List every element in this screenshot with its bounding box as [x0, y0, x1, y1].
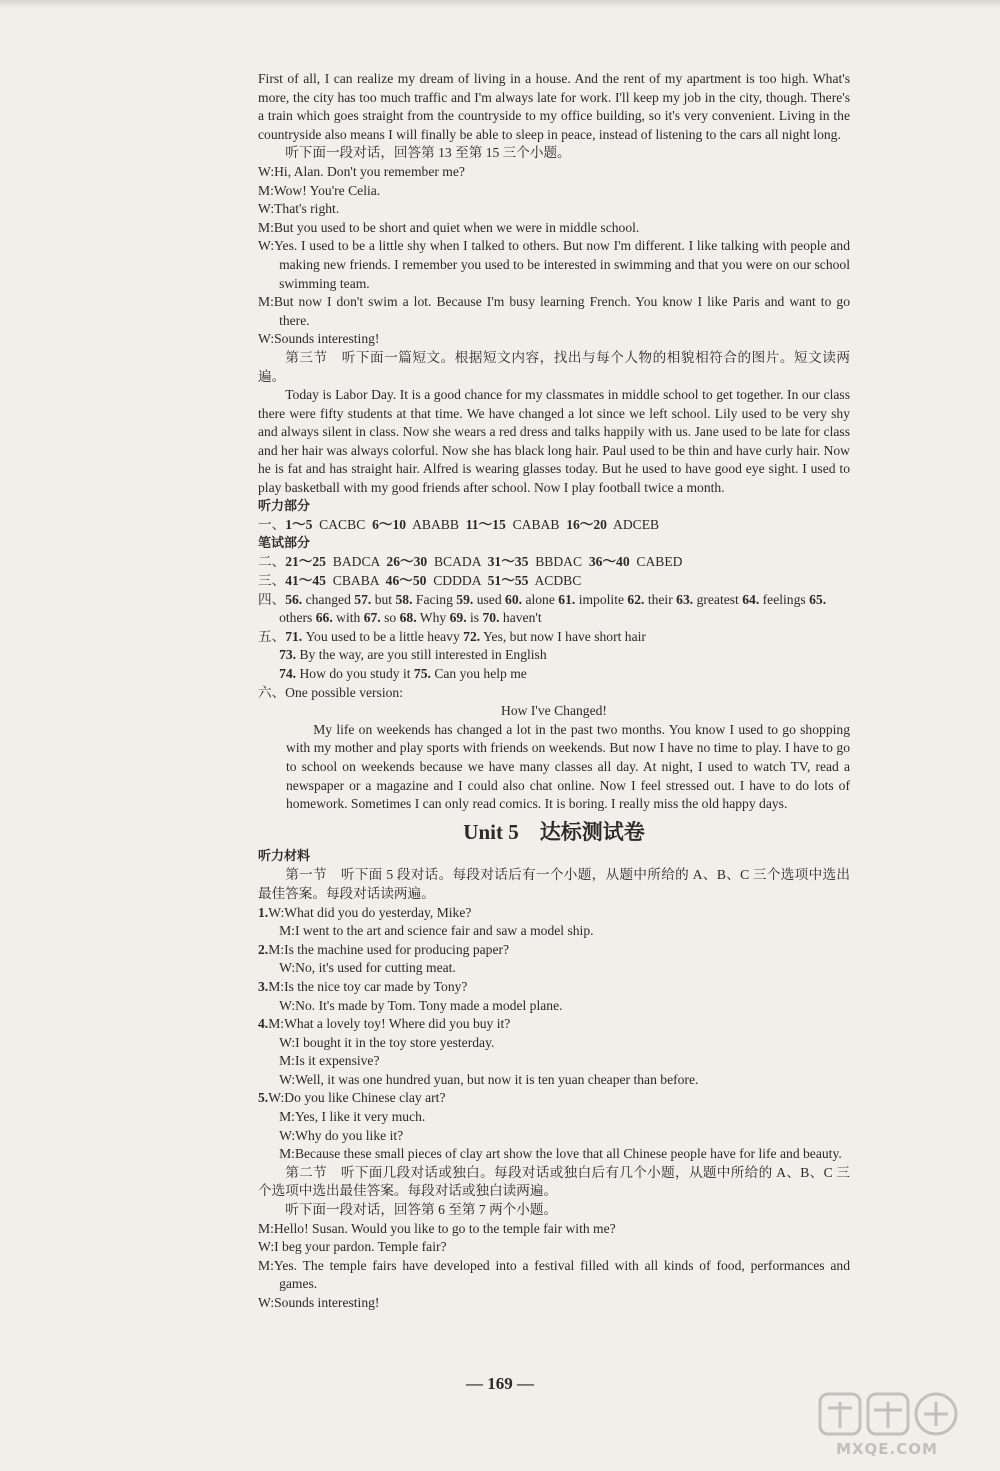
- dialog-line: M:Yes, I like it very much.: [279, 1109, 426, 1125]
- dialog-line: M:But now I don't swim a lot. Because I'm busy learning French. You know I like Paris and want to go there.: [258, 294, 850, 328]
- answers-four: 四、56. changed 57. but 58. Facing 59. used 60. alone 61. impolite 62. their 63. greatest 64. feelings 65. others 66. with 67. so 68. Why 69. is 70. haven't: [258, 591, 827, 626]
- passage-text: First of all, I can realize my dream of living in a house. And the rent of my apartment is too high. What's more, the city has too much traffic and I'm always late for work. I'll keep my job in the city, though. There's a train which goes straight from the countryside to my office building, so it's very convenient. Living in the countryside also means I will finally be able to sleep in peace, instead of listening to the cars all night long.: [258, 71, 850, 142]
- dialog-line: W:No, it's used for cutting meat.: [279, 960, 456, 976]
- essay-title: How I've Changed!: [501, 703, 607, 719]
- dialog-line: M:But you used to be short and quiet when we were in middle school.: [258, 219, 640, 235]
- answers-listening: 一、1～5 CACBC 6～10 ABABB 11～15 CABAB 16～20 ADCEB: [258, 517, 660, 533]
- page-number: — 169 —: [466, 1374, 534, 1393]
- scan-top-shadow: [0, 0, 1000, 8]
- dialog-line: M:Hello! Susan. Would you like to go to the temple fair with me?: [258, 1220, 616, 1236]
- watermark-icon: [812, 1388, 962, 1440]
- section3-instruction: 第三节 听下面一篇短文。根据短文内容，找出与每个人物的相貌相符合的图片。短文读两遍。: [258, 349, 850, 384]
- watermark-logo: [812, 1388, 962, 1458]
- instruction-13-15: 听下面一段对话，回答第 13 至第 15 三个小题。: [285, 145, 571, 161]
- watermark-text: MXQE.COM: [836, 1440, 938, 1458]
- dialog-line: M:Is it expensive?: [279, 1053, 380, 1069]
- dialog-line: W:Why do you like it?: [279, 1127, 404, 1143]
- answers-six-label: 六、One possible version:: [258, 684, 403, 700]
- dialog-13-15: [258, 163, 850, 349]
- dialog-line: W:Hi, Alan. Don't you remember me?: [258, 163, 465, 179]
- answers-three: 三、41～45 CBABA 46～50 CDDDA 51～55 ACDBC: [258, 573, 582, 589]
- dialog-item: 3.M:Is the nice toy car made by Tony?: [258, 978, 468, 994]
- answers-five-c: 74. How do you study it 75. Can you help me: [279, 666, 527, 681]
- instruction-6-7: 听下面一段对话，回答第 6 至第 7 两个小题。: [285, 1202, 558, 1218]
- section3-text: Today is Labor Day. It is a good chance for my classmates in middle school to get together. In our class there were fifty students at that time. We have changed a lot since we left school. Lily used to be very shy and always silent in class. Now she wears a red dress and talks happily with us. Jane used to be late for class and her hair was always colorful. Now she has black long hair. Paul used to be thin and have curly hair. Now he is fat and has straight hair. Alfred is wearing glasses today. But he used to have good eye sight. I used to play basketball with my good friends after school. Now I play football twice a month.: [258, 387, 850, 496]
- answers-five-a: 五、71. You used to be a little heavy 72. Yes, but now I have short hair: [258, 628, 646, 644]
- essay-body: My life on weekends has changed a lot in the past two months. You know I used to go shopping with my mother and play sports with friends on weekends. But now I have no time to play. I have to go to school on weekends because we have many classes all day. At night, I used to watch TV, read a newspaper or a magazine and I could also chat online. Now I feel stressed out. I have to do lots of homework. Sometimes I can only read comics. It is boring. I really miss the old happy days.: [286, 721, 850, 812]
- dialog-line: M:Yes. The temple fairs have developed into a festival filled with all kinds of food, performances and games.: [258, 1257, 850, 1292]
- section1-instruction: 第一节 听下面 5 段对话。每段对话后有一个小题，从题中所给的 A、B、C 三个选项中选出最佳答案。每段对话读两遍。: [258, 867, 850, 901]
- dialog-item: 4.M:What a lovely toy! Where did you buy it?: [258, 1016, 511, 1032]
- dialog-line: W:Sounds interesting!: [258, 331, 380, 347]
- listening-part-title: 听力部分: [258, 498, 311, 514]
- answers-two: 二、21～25 BADCA 26～30 BCADA 31～35 BBDAC 36～40 CABED: [258, 554, 683, 570]
- dialog-line: W:That's right.: [258, 201, 340, 217]
- dialog-line: M:I went to the art and science fair and saw a model ship.: [279, 923, 594, 939]
- dialog-item: 2.M:Is the machine used for producing paper?: [258, 941, 510, 957]
- dialog-6-7: [258, 1220, 850, 1313]
- listening-material-title: 听力材料: [258, 848, 311, 864]
- page-content: [258, 70, 850, 1313]
- unit-title: Unit 5 达标测试卷: [463, 819, 645, 844]
- dialog-line: M:Wow! You're Celia.: [258, 182, 381, 198]
- dialog-line: W:I bought it in the toy store yesterday.: [279, 1034, 495, 1050]
- dialog-item: 1.W:What did you do yesterday, Mike?: [258, 904, 472, 920]
- dialog-line: W:Well, it was one hundred yuan, but now it is ten yuan cheaper than before.: [279, 1071, 699, 1087]
- dialog-line: M:Because these small pieces of clay art show the love that all Chinese people have for life and beauty.: [279, 1146, 842, 1162]
- written-part-title: 笔试部分: [258, 535, 311, 551]
- dialog-line: W:Yes. I used to be a little shy when I talked to others. But now I'm different. I like talking with people and making new friends. I remember you used to be interested in swimming and that you were on our school swimming team.: [258, 238, 850, 291]
- answers-five-b: 73. By the way, are you still interested in English: [279, 647, 547, 663]
- section1-dialogs: [258, 904, 850, 1164]
- dialog-item: 5.W:Do you like Chinese clay art?: [258, 1090, 446, 1106]
- dialog-line: W:No. It's made by Tom. Tony made a model plane.: [279, 997, 563, 1013]
- dialog-line: W:I beg your pardon. Temple fair?: [258, 1239, 447, 1255]
- dialog-line: W:Sounds interesting!: [258, 1295, 380, 1310]
- section2-instruction: 第二节 听下面几段对话或独白。每段对话或独白后有几个小题，从题中所给的 A、B、C 三个选项中选出最佳答案。每段对话或独白读两遍。: [258, 1164, 850, 1199]
